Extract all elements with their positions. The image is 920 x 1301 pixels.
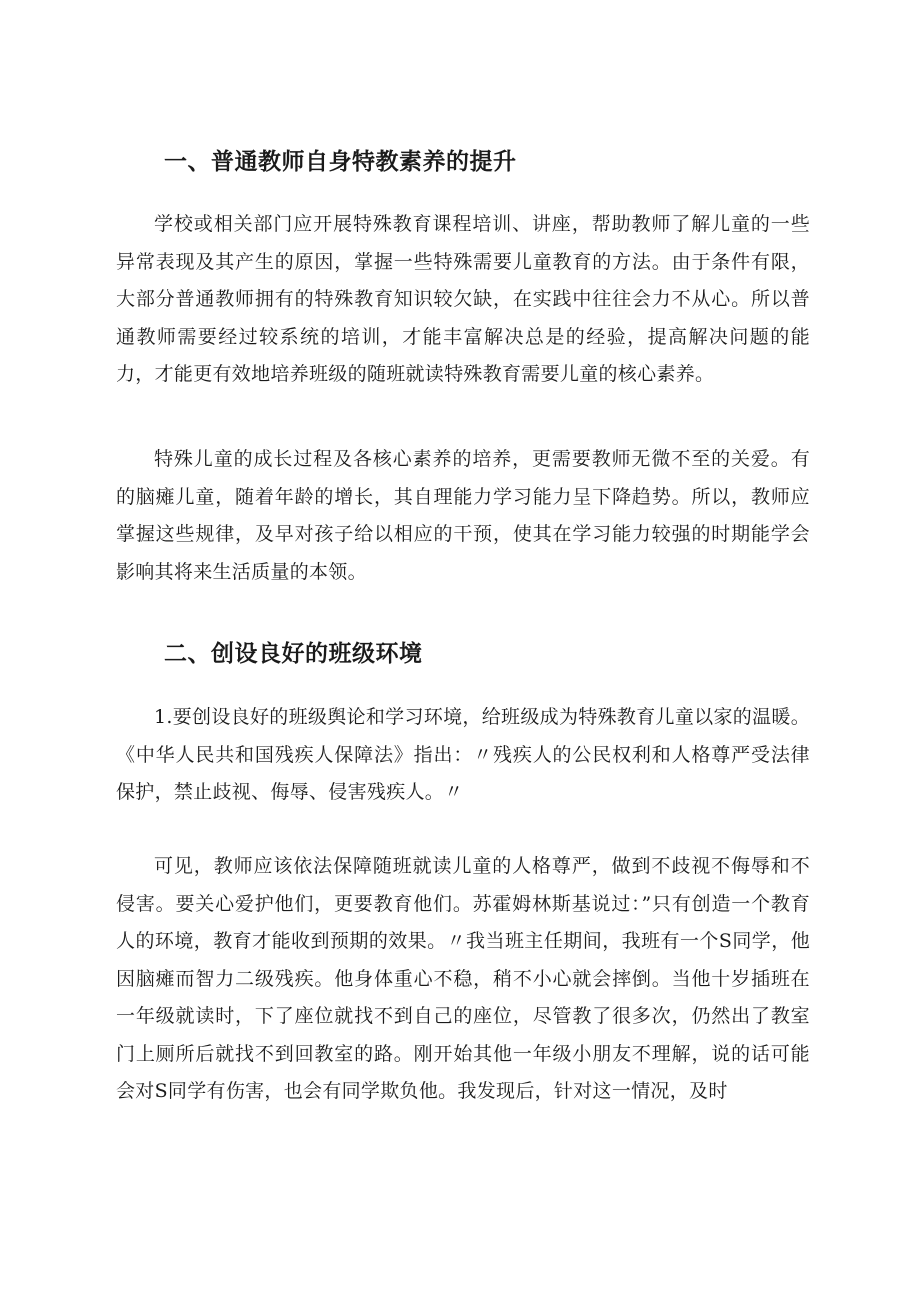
section-2-heading: 二、创设良好的班级环境 [164,640,423,667]
section-1-paragraph-2: 特殊儿童的成长过程及各核心素养的培养，更需要教师无微不至的关爱。有的脑瘫儿童，随着年龄的增长，其自理能力学习能力呈下降趋势。所以，教师应掌握这些规律，及早对孩子给以相应的干预，使其在学习能力较强的时期能学会影响其将来生活质量的本领。 [116,448,810,583]
section-2-paragraph-1: 1.要创设良好的班级舆论和学习环境，给班级成为特殊教育儿童以家的温暖。《中华人民共和国残疾人保障法》指出：〃残疾人的公民权利和人格尊严受法律保护，禁止歧视、侮辱、侵害残疾人。〃 [116,706,810,803]
section-1-heading: 一、普通教师自身特教素养的提升 [164,148,517,175]
section-1-paragraph-1: 学校或相关部门应开展特殊教育课程培训、讲座，帮助教师了解儿童的一些异常表现及其产生的原因，掌握一些特殊需要儿童教育的方法。由于条件有限，大部分普通教师拥有的特殊教育知识较欠缺，在实践中往往会力不从心。所以普通教师需要经过较系统的培训，才能丰富解决总是的经验，提高解决问题的能力，才能更有效地培养班级的随班就读特殊教育需要儿童的核心素养。 [116,213,810,385]
section-2-paragraph-2: 可见，教师应该依法保障随班就读儿童的人格尊严，做到不歧视不侮辱和不侵害。要关心爱护他们，更要教育他们。苏霍姆林斯基说过：”只有创造一个教育人的环境，教育才能收到预期的效果。〃我当班主任期间，我班有一个S同学，他因脑瘫而智力二级残疾。他身体重心不稳，稍不小心就会摔倒。当他十岁插班在一年级就读时，下了座位就找不到自己的座位，尽管教了很多次，仍然出了教室门上厕所后就找不到回教室的路。刚开始其他一年级小朋友不理解，说的话可能会对S同学有伤害，也会有同学欺负他。我发现后，针对这一情况，及时 [116,855,810,1102]
